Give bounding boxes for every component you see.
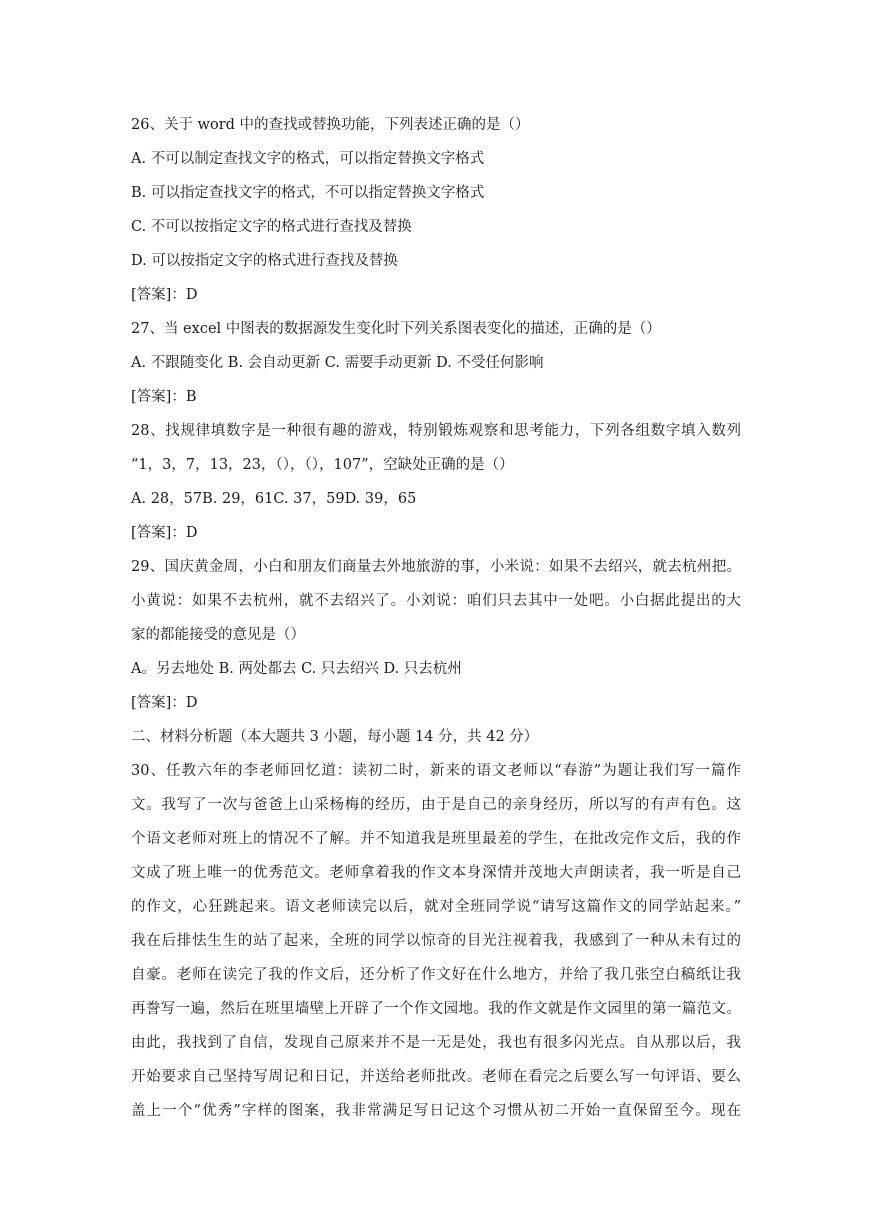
paragraph-line: 我在后排怯生生的站了起来，全班的同学以惊奇的目光注视着我，我感到了一种从未有过的: [131, 933, 741, 949]
stem-line: 家的都能接受的意见是（）: [131, 627, 305, 643]
options-line: A. 28，57B. 29，61C. 37，59D. 39，65: [131, 491, 417, 507]
stem-line: “1，3，7，13，23，（），（），107”，空缺处正确的是（）: [131, 457, 514, 473]
option-c: C. 不可以按指定文字的格式进行查找及替换: [131, 219, 412, 235]
answer-line: [答案]：D: [131, 287, 198, 303]
paragraph-line: 开始要求自己坚持写周记和日记，并送给老师批改。老师在看完之后要么写一句评语、要么: [131, 1069, 741, 1085]
options-line: A. 不跟随变化 B. 会自动更新 C. 需要手动更新 D. 不受任何影响: [131, 355, 544, 371]
paragraph-line: 的作文，心狂跳起来。语文老师读完以后，就对全班同学说“请写这篇作文的同学站起来。”: [131, 899, 741, 915]
paragraph-line: 自豪。老师在读完了我的作文后，还分析了作文好在什么地方，并给了我几张空白稿纸让我: [131, 967, 741, 983]
options-line: A。另去地处 B. 两处都去 C. 只去绍兴 D. 只去杭州: [131, 661, 462, 677]
stem-line: 28、找规律填数字是一种很有趣的游戏，特别锻炼观察和思考能力，下列各组数字填入数列: [131, 423, 741, 439]
option-b: B. 可以指定查找文字的格式，不可以指定替换文字格式: [131, 185, 485, 201]
question-stem: 26、关于 word 中的查找或替换功能，下列表述正确的是（）: [131, 117, 530, 133]
answer-line: [答案]：D: [131, 695, 198, 711]
paragraph-line: 文。我写了一次与爸爸上山采杨梅的经历，由于是自己的亲身经历，所以写的有声有色。这: [131, 797, 741, 813]
question-30: [131, 754, 741, 1128]
option-a: A. 不可以制定查找文字的格式，可以指定替换文字格式: [131, 151, 485, 167]
paragraph-line: 再誊写一遍，然后在班里墙壁上开辟了一个作文园地。我的作文就是作文园里的第一篇范文。: [131, 1001, 741, 1017]
question-27: [131, 312, 741, 414]
document-page: [131, 108, 741, 1128]
question-stem: [131, 414, 741, 482]
question-26: [131, 108, 741, 312]
stem-line: 29、国庆黄金周，小白和朋友们商量去外地旅游的事，小米说：如果不去绍兴，就去杭州把。: [131, 559, 741, 575]
paragraph-line: 30、任教六年的李老师回忆道：读初二时，新来的语文老师以“春游”为题让我们写一篇作: [131, 763, 741, 779]
answer-line: [答案]：B: [131, 389, 197, 405]
stem-line: 小黄说：如果不去杭州，就不去绍兴了。小刘说：咱们只去其中一处吧。小白据此提出的大: [131, 593, 741, 609]
question-28: [131, 414, 741, 550]
paragraph-line: 由此，我找到了自信，发现自己原来并不是一无是处，我也有很多闪光点。自从那以后，我: [131, 1035, 741, 1051]
paragraph-line: 个语文老师对班上的情况不了解。并不知道我是班里最差的学生，在批改完作文后，我的作: [131, 831, 741, 847]
question-29: [131, 550, 741, 720]
paragraph-line: 盖上一个“优秀”字样的图案，我非常满足写日记这个习惯从初二开始一直保留至今。现在: [131, 1103, 741, 1119]
paragraph-line: 文成了班上唯一的优秀范文。老师拿着我的作文本身深情并茂地大声朗读者，我一听是自己: [131, 865, 741, 881]
option-d: D. 可以按指定文字的格式进行查找及替换: [131, 253, 398, 269]
answer-line: [答案]：D: [131, 525, 198, 541]
question-stem: [131, 550, 741, 652]
question-stem: 27、当 excel 中图表的数据源发生变化时下列关系图表变化的描述，正确的是（）: [131, 321, 661, 337]
section-heading: 二、材料分析题（本大题共 3 小题，每小题 14 分，共 42 分）: [131, 729, 539, 745]
